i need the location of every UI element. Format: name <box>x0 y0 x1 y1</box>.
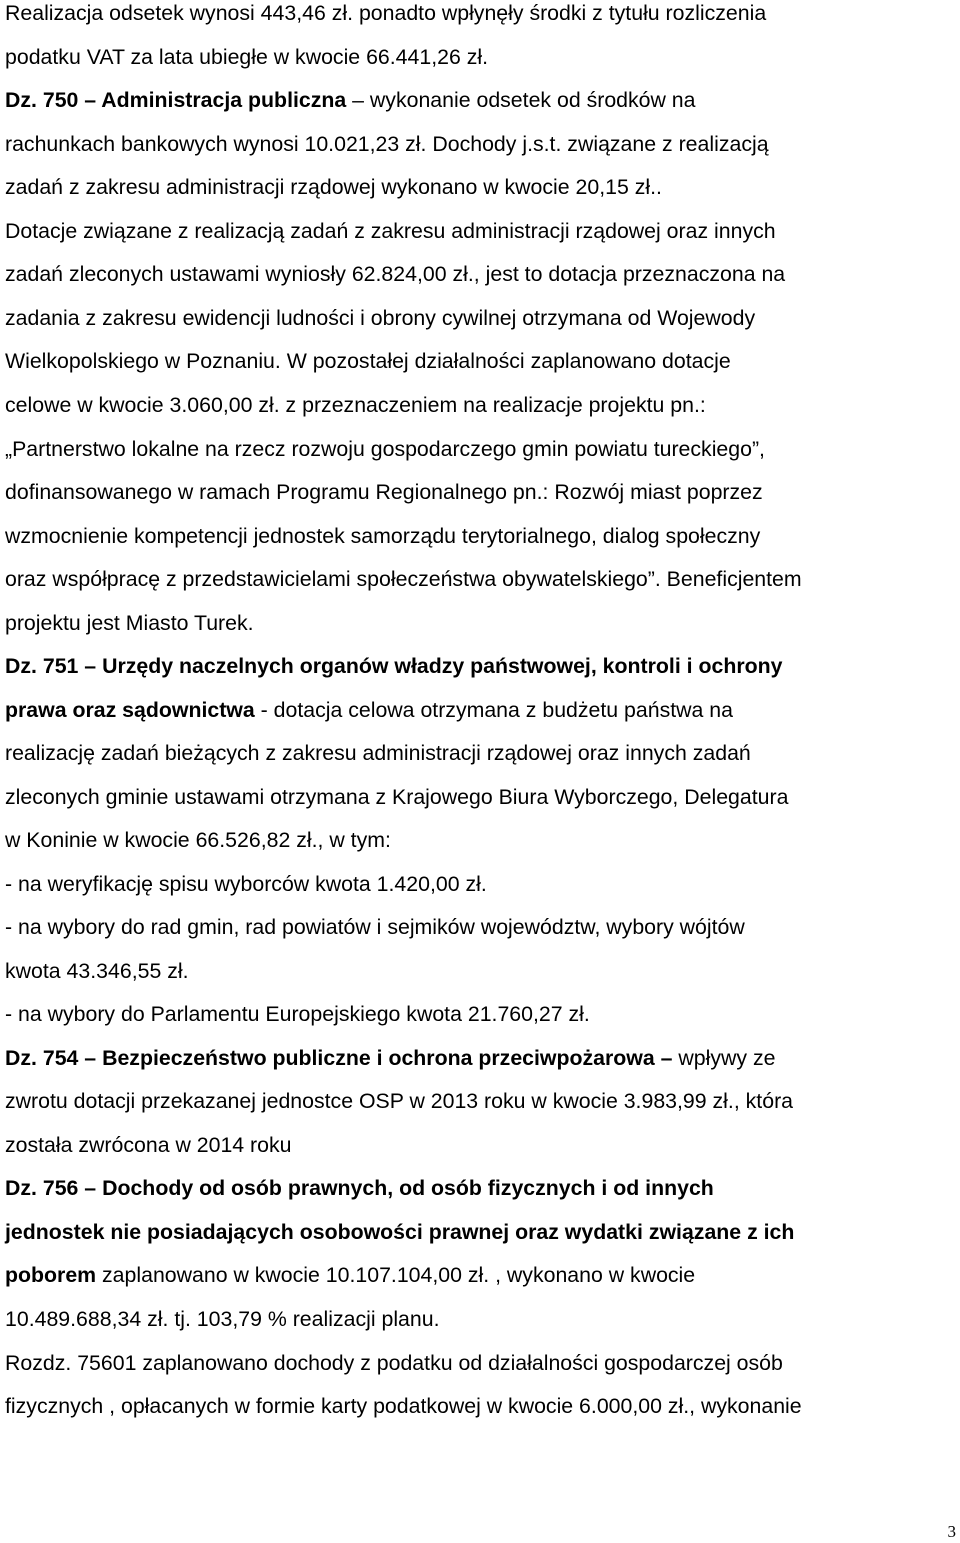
text-segment: projektu jest Miasto Turek. <box>5 611 254 635</box>
text-line <box>5 1262 695 1288</box>
text-line <box>5 653 783 679</box>
text-line <box>5 610 254 636</box>
text-segment: Dotacje związane z realizacją zadań z zakresu administracji rządowej oraz innych <box>5 219 776 243</box>
text-segment: wzmocnienie kompetencji jednostek samorządu terytorialnego, dialog społeczny <box>5 524 761 548</box>
text-line <box>5 305 755 331</box>
text-line <box>5 1306 440 1332</box>
text-line <box>5 0 766 26</box>
text-line <box>5 131 769 157</box>
text-segment: – wykonanie odsetek od środków na <box>346 88 696 112</box>
text-line <box>5 436 765 462</box>
text-line <box>5 566 802 592</box>
text-segment: Realizacja odsetek wynosi 443,46 zł. ponadto wpłynęły środki z tytułu rozliczenia <box>5 1 767 25</box>
text-segment: - na wybory do Parlamentu Europejskiego kwota 21.760,27 zł. <box>5 1002 590 1026</box>
text-line <box>5 479 763 505</box>
text-line <box>5 1175 714 1201</box>
text-segment: została zwrócona w 2014 roku <box>5 1133 292 1157</box>
text-segment: oraz współpracę z przedstawicielami społeczeństwa obywatelskiego”. Beneficjentem <box>5 567 802 591</box>
text-line <box>5 784 788 810</box>
text-segment: w Koninie w kwocie 66.526,82 zł., w tym: <box>5 828 391 852</box>
text-line <box>5 261 785 287</box>
text-segment: wpływy ze <box>672 1046 776 1070</box>
text-segment: - dotacja celowa otrzymana z budżetu państwa na <box>254 698 733 722</box>
text-segment: realizację zadań bieżących z zakresu administracji rządowej oraz innych zadań <box>5 741 751 765</box>
text-segment: zleconych gminie ustawami otrzymana z Krajowego Biura Wyborczego, Delegatura <box>5 785 789 809</box>
text-line <box>5 871 487 897</box>
text-line <box>5 697 733 723</box>
text-line <box>5 523 760 549</box>
text-segment: - na wybory do rad gmin, rad powiatów i sejmików województw, wybory wójtów <box>5 915 745 939</box>
text-line <box>5 958 189 984</box>
bold-text-segment: Dz. 750 – Administracja publiczna <box>5 88 347 112</box>
text-line <box>5 392 706 418</box>
text-line <box>5 1045 775 1071</box>
text-segment: - na weryfikację spisu wyborców kwota 1.420,00 zł. <box>5 872 487 896</box>
text-segment: Wielkopolskiego w Poznaniu. W pozostałej działalności zaplanowano dotacje <box>5 349 731 373</box>
text-segment: zwrotu dotacji przekazanej jednostce OSP w 2013 roku w kwocie 3.983,99 zł., która <box>5 1089 794 1113</box>
text-segment: rachunkach bankowych wynosi 10.021,23 zł. Dochody j.s.t. związane z realizacją <box>5 132 769 156</box>
text-segment: „ <box>5 437 13 461</box>
bold-text-segment: Dz. 754 – Bezpieczeństwo publiczne i ochrona przeciwpożarowa – <box>5 1046 673 1070</box>
text-segment: Rozdz. 75601 zaplanowano dochody z podatku od działalności gospodarczej osób <box>5 1351 783 1375</box>
text-segment: fizycznych , opłacanych w formie karty podatkowej w kwocie 6.000,00 zł., wykonanie <box>5 1394 802 1418</box>
text-segment: zaplanowano w kwocie 10.107.104,00 zł. , wykonano w kwocie <box>96 1263 696 1287</box>
text-segment: 10.489.688,34 zł. tj. 103,79 % realizacji planu. <box>5 1307 440 1331</box>
bold-text-segment: jednostek nie posiadających osobowości prawnej oraz wydatki związane z ich <box>5 1220 795 1244</box>
text-segment: podatku VAT za lata ubiegłe w kwocie 66.441,26 zł. <box>5 45 489 69</box>
text-segment: kwota 43.346,55 zł. <box>5 959 189 983</box>
text-line <box>5 740 751 766</box>
bold-text-segment: prawa oraz sądownictwa <box>5 698 255 722</box>
text-segment: zadań zleconych ustawami wyniosły 62.824,00 zł., jest to dotacja przeznaczona na <box>5 262 786 286</box>
page-number: 3 <box>947 1522 956 1541</box>
text-line <box>5 1001 590 1027</box>
text-segment: Partnerstwo lokalne na rzecz rozwoju gospodarczego gmin powiatu tureckiego”, <box>12 437 765 461</box>
text-line <box>5 1132 291 1158</box>
text-line <box>5 914 745 940</box>
text-line <box>5 1393 802 1419</box>
text-line <box>5 174 662 200</box>
text-line <box>5 1219 794 1245</box>
bold-text-segment: poborem <box>5 1263 97 1287</box>
text-segment: zadań z zakresu administracji rządowej wykonano w kwocie 20,15 zł.. <box>5 175 662 199</box>
bold-text-segment: Dz. 751 – Urzędy naczelnych organów władzy państwowej, kontroli i ochrony <box>5 654 783 678</box>
bold-text-segment: Dz. 756 – Dochody od osób prawnych, od osób fizycznych i od innych <box>5 1176 714 1200</box>
text-segment: zadania z zakresu ewidencji ludności i obrony cywilnej otrzymana od Wojewody <box>5 306 756 330</box>
text-line <box>5 87 696 113</box>
text-line <box>5 218 776 244</box>
text-segment: celowe w kwocie 3.060,00 zł. z przeznaczeniem na realizacje projektu pn.: <box>5 393 706 417</box>
text-line <box>5 348 731 374</box>
text-line <box>5 44 488 70</box>
text-segment: dofinansowanego w ramach Programu Regionalnego pn.: Rozwój miast poprzez <box>5 480 763 504</box>
text-line <box>5 1088 793 1114</box>
text-line <box>5 1350 783 1376</box>
text-line <box>5 827 391 853</box>
